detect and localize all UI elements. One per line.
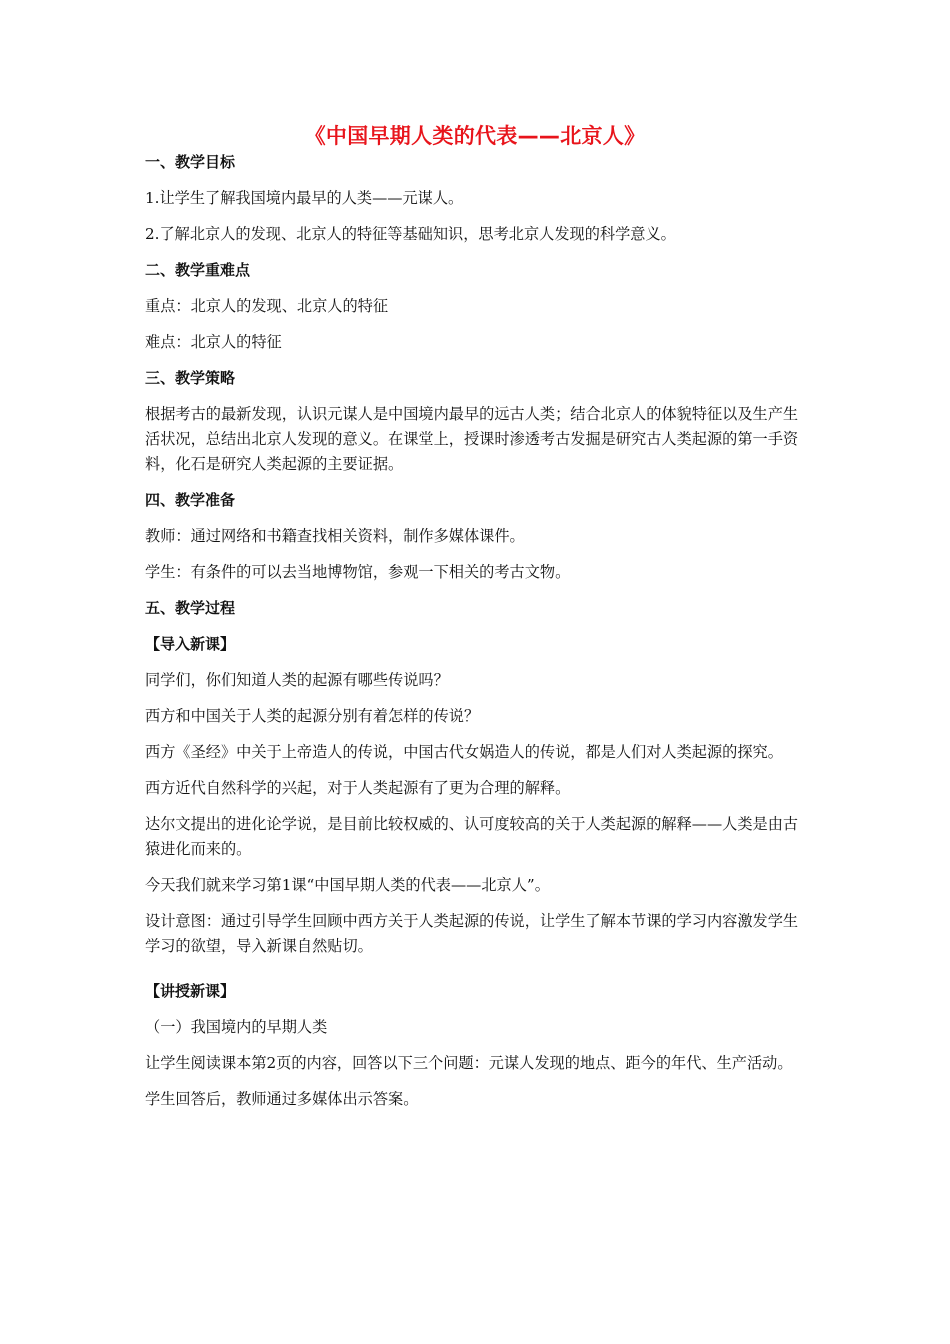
paragraph: 难点：北京人的特征 bbox=[145, 333, 282, 351]
paragraph: 重点：北京人的发现、北京人的特征 bbox=[145, 297, 388, 315]
section-heading: 三、教学策略 bbox=[145, 369, 236, 387]
paragraph: 学生：有条件的可以去当地博物馆，参观一下相关的考古文物。 bbox=[145, 563, 571, 581]
paragraph: 同学们，你们知道人类的起源有哪些传说吗？ bbox=[145, 671, 449, 689]
paragraph: 西方《圣经》中关于上帝造人的传说，中国古代女娲造人的传说，都是人们对人类起源的探究。 bbox=[145, 743, 783, 761]
section-heading: 四、教学准备 bbox=[145, 491, 236, 509]
document-title: 《中国早期人类的代表——北京人》 bbox=[304, 124, 646, 148]
section-heading: 一、教学目标 bbox=[145, 153, 236, 171]
paragraph: 根据考古的最新发现，认识元谋人是中国境内最早的远古人类；结合北京人的体貌特征以及生产生活状况，总结出北京人发现的意义。在课堂上，授课时渗透考古发掘是研究古人类起源的第一手资料，化石是研究人类起源的主要证据。 bbox=[145, 405, 799, 473]
section-heading: 二、教学重难点 bbox=[145, 261, 251, 279]
section-heading: 五、教学过程 bbox=[145, 599, 236, 617]
paragraph: 设计意图：通过引导学生回顾中西方关于人类起源的传说，让学生了解本节课的学习内容激发学生学习的欲望，导入新课自然贴切。 bbox=[145, 912, 799, 955]
section-heading: 【讲授新课】 bbox=[145, 982, 236, 1000]
paragraph: （一）我国境内的早期人类 bbox=[145, 1018, 328, 1036]
document-body bbox=[145, 150, 807, 1112]
paragraph: 2.了解北京人的发现、北京人的特征等基础知识，思考北京人发现的科学意义。 bbox=[145, 225, 676, 243]
paragraph: 让学生阅读课本第2页的内容，回答以下三个问题：元谋人发现的地点、距今的年代、生产活动。 bbox=[145, 1054, 793, 1072]
paragraph: 教师：通过网络和书籍查找相关资料，制作多媒体课件。 bbox=[145, 527, 525, 545]
section-heading: 【导入新课】 bbox=[145, 635, 236, 653]
paragraph: 1.让学生了解我国境内最早的人类——元谋人。 bbox=[145, 189, 464, 207]
paragraph: 学生回答后，教师通过多媒体出示答案。 bbox=[145, 1090, 419, 1108]
paragraph: 达尔文提出的进化论学说，是目前比较权威的、认可度较高的关于人类起源的解释——人类是由古猿进化而来的。 bbox=[145, 815, 799, 858]
paragraph: 西方和中国关于人类的起源分别有着怎样的传说？ bbox=[145, 707, 480, 725]
paragraph: 西方近代自然科学的兴起，对于人类起源有了更为合理的解释。 bbox=[145, 779, 571, 797]
paragraph: 今天我们就来学习第1课“中国早期人类的代表——北京人”。 bbox=[145, 876, 550, 894]
